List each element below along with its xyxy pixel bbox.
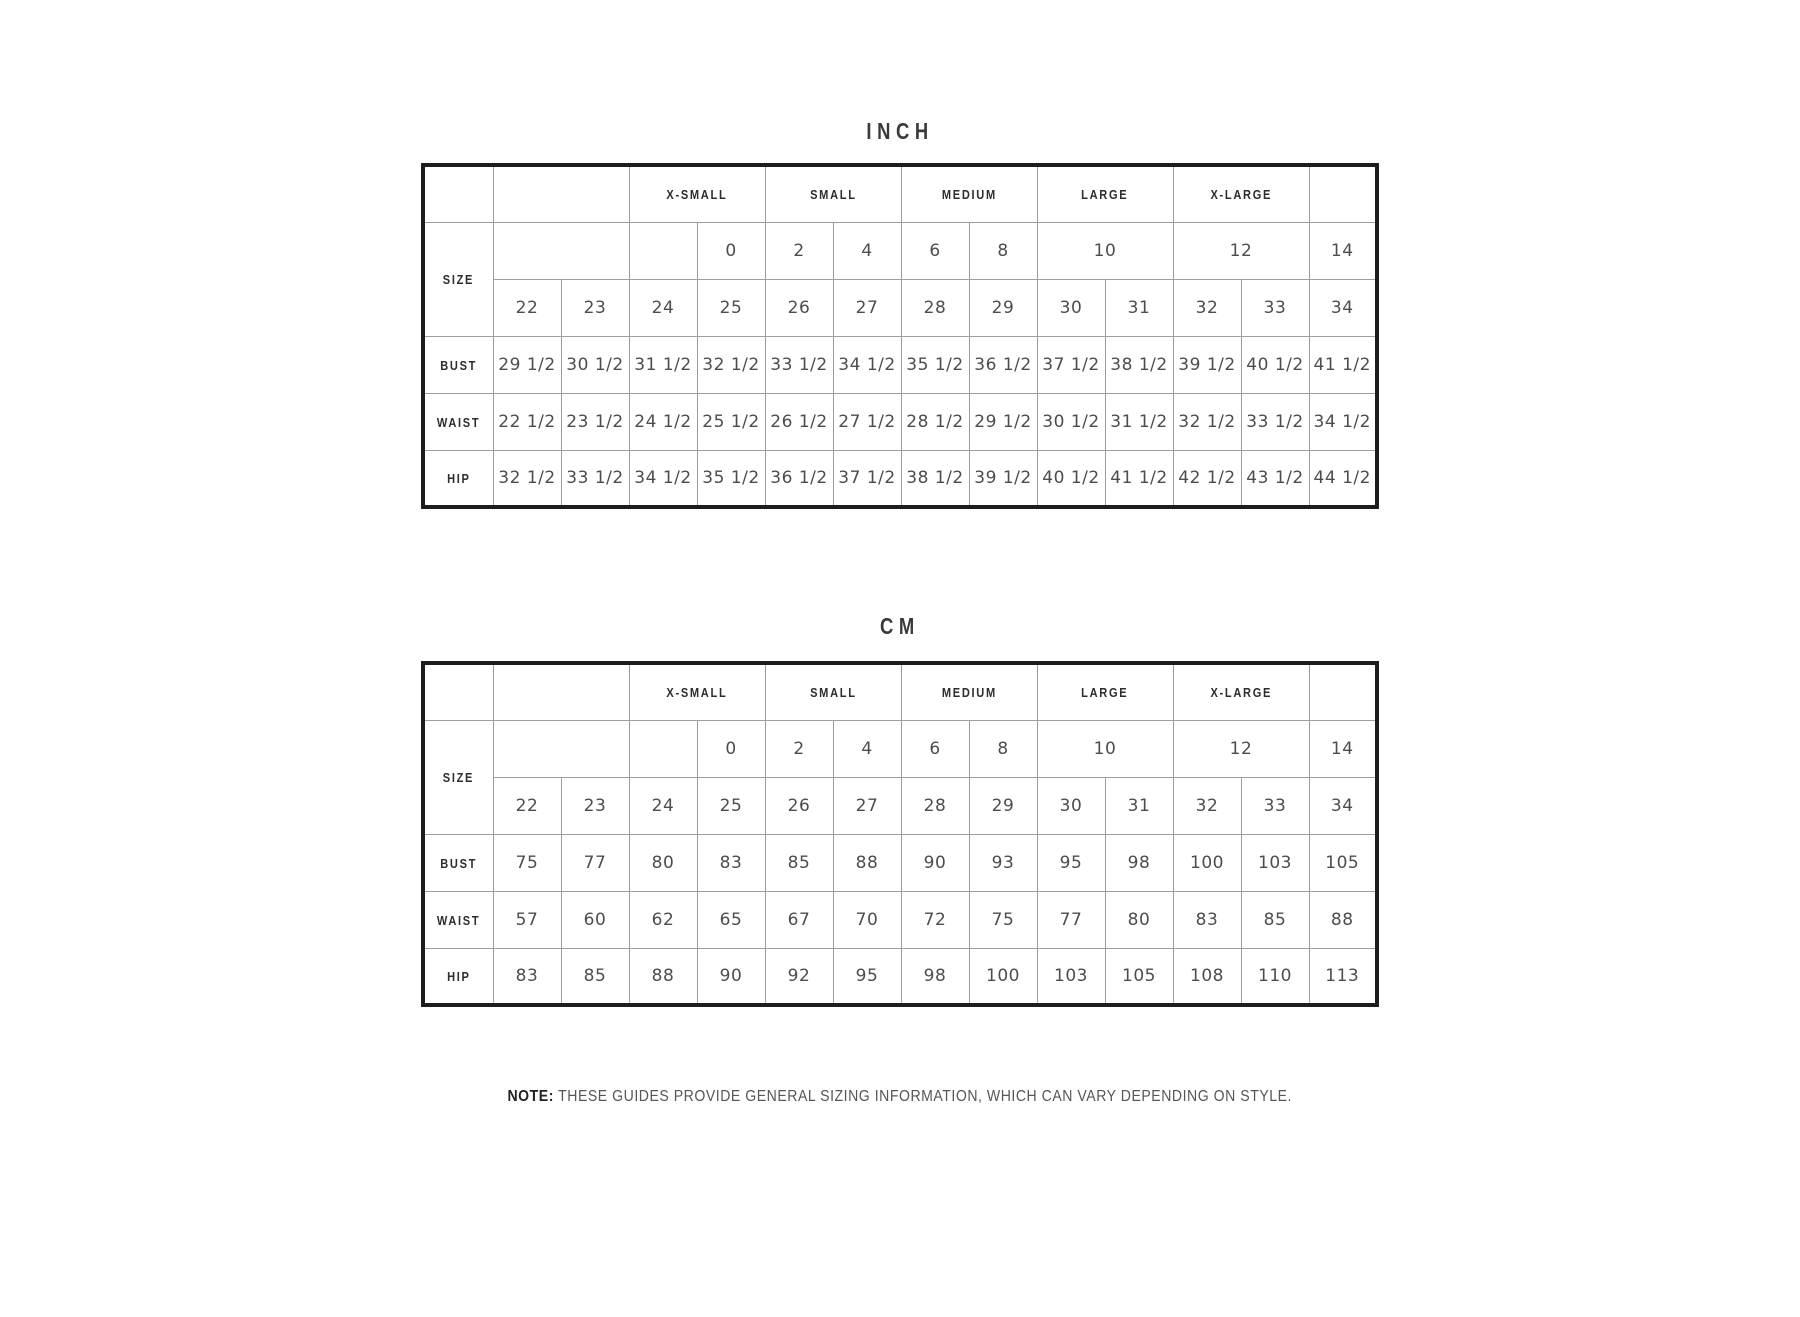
sizing-note-text bbox=[508, 1087, 1292, 1106]
empty-cell bbox=[493, 222, 629, 279]
us-size-cell: 10 bbox=[1037, 720, 1173, 777]
measurement-cell: 41 1/2 bbox=[1105, 450, 1173, 507]
measurement-cell: 33 1/2 bbox=[1241, 393, 1309, 450]
measurement-cell: 60 bbox=[561, 891, 629, 948]
us-size-cell: 4 bbox=[833, 222, 901, 279]
group-cell-medium bbox=[901, 663, 1037, 720]
numeric-size-cell: 29 bbox=[969, 777, 1037, 834]
cm-table-title bbox=[421, 612, 1379, 640]
measurement-cell: 32 1/2 bbox=[493, 450, 561, 507]
measurement-cell: 29 1/2 bbox=[493, 336, 561, 393]
measurement-cell: 32 1/2 bbox=[697, 336, 765, 393]
numeric-size-cell: 26 bbox=[765, 777, 833, 834]
empty-group-cell bbox=[493, 165, 629, 222]
measurement-cell: 38 1/2 bbox=[1105, 336, 1173, 393]
numeric-size-cell: 23 bbox=[561, 279, 629, 336]
empty-group-cell bbox=[1309, 165, 1377, 222]
measurement-cell: 38 1/2 bbox=[901, 450, 969, 507]
measurement-cell: 93 bbox=[969, 834, 1037, 891]
measurement-cell: 75 bbox=[969, 891, 1037, 948]
cm-title-text: CM bbox=[880, 613, 920, 639]
group-cell-medium bbox=[901, 165, 1037, 222]
measurement-cell: 35 1/2 bbox=[901, 336, 969, 393]
measurement-cell: 25 1/2 bbox=[697, 393, 765, 450]
bust-row-label: BUST bbox=[440, 855, 478, 871]
cm-size-table bbox=[421, 661, 1379, 1007]
measurement-cell: 36 1/2 bbox=[765, 450, 833, 507]
numeric-size-cell: 22 bbox=[493, 279, 561, 336]
bust-row-label: BUST bbox=[440, 357, 478, 373]
measurement-cell: 75 bbox=[493, 834, 561, 891]
waist-row-label: WAIST bbox=[436, 912, 481, 928]
numeric-size-cell: 25 bbox=[697, 279, 765, 336]
group-label: SMALL bbox=[809, 187, 857, 203]
group-label: SMALL bbox=[809, 685, 857, 701]
numeric-size-cell: 31 bbox=[1105, 279, 1173, 336]
measurement-cell: 39 1/2 bbox=[1173, 336, 1241, 393]
measurement-cell: 90 bbox=[901, 834, 969, 891]
measurement-cell: 30 1/2 bbox=[1037, 393, 1105, 450]
us-size-cell: 8 bbox=[969, 222, 1037, 279]
measurement-cell: 29 1/2 bbox=[969, 393, 1037, 450]
group-cell-large bbox=[1037, 663, 1173, 720]
measurement-cell: 92 bbox=[765, 948, 833, 1005]
measurement-cell: 33 1/2 bbox=[561, 450, 629, 507]
measurement-cell: 62 bbox=[629, 891, 697, 948]
numeric-size-cell: 33 bbox=[1241, 777, 1309, 834]
group-cell-xsmall bbox=[629, 165, 765, 222]
cm-bust-row bbox=[423, 834, 1377, 891]
measurement-cell: 67 bbox=[765, 891, 833, 948]
inch-size-group-row bbox=[423, 165, 1377, 222]
numeric-size-cell: 32 bbox=[1173, 279, 1241, 336]
size-guide-page bbox=[421, 117, 1379, 1106]
inch-size-table bbox=[421, 163, 1379, 509]
measurement-cell: 95 bbox=[833, 948, 901, 1005]
measurement-cell: 77 bbox=[1037, 891, 1105, 948]
measurement-cell: 37 1/2 bbox=[1037, 336, 1105, 393]
measurement-cell: 100 bbox=[969, 948, 1037, 1005]
row-label-cell bbox=[423, 948, 493, 1005]
empty-cell bbox=[493, 720, 629, 777]
note-prefix: NOTE: bbox=[507, 1088, 555, 1105]
us-size-cell: 12 bbox=[1173, 720, 1309, 777]
measurement-cell: 36 1/2 bbox=[969, 336, 1037, 393]
measurement-cell: 98 bbox=[901, 948, 969, 1005]
numeric-size-cell: 28 bbox=[901, 279, 969, 336]
cm-hip-row bbox=[423, 948, 1377, 1005]
us-size-cell: 2 bbox=[765, 222, 833, 279]
empty-group-cell bbox=[493, 663, 629, 720]
group-label: MEDIUM bbox=[941, 685, 997, 701]
measurement-cell: 108 bbox=[1173, 948, 1241, 1005]
measurement-cell: 83 bbox=[1173, 891, 1241, 948]
us-size-cell: 14 bbox=[1309, 720, 1377, 777]
group-label: X-LARGE bbox=[1210, 685, 1272, 701]
measurement-cell: 34 1/2 bbox=[629, 450, 697, 507]
row-label-cell bbox=[423, 834, 493, 891]
measurement-cell: 22 1/2 bbox=[493, 393, 561, 450]
hip-row-label: HIP bbox=[446, 470, 471, 486]
us-size-cell: 4 bbox=[833, 720, 901, 777]
corner-cell bbox=[423, 165, 493, 222]
row-label-cell bbox=[423, 393, 493, 450]
measurement-cell: 83 bbox=[493, 948, 561, 1005]
measurement-cell: 85 bbox=[765, 834, 833, 891]
size-row-label-cell bbox=[423, 222, 493, 336]
measurement-cell: 39 1/2 bbox=[969, 450, 1037, 507]
measurement-cell: 40 1/2 bbox=[1241, 336, 1309, 393]
inch-numeric-size-row bbox=[423, 279, 1377, 336]
us-size-cell: 14 bbox=[1309, 222, 1377, 279]
empty-group-cell bbox=[1309, 663, 1377, 720]
measurement-cell: 34 1/2 bbox=[1309, 393, 1377, 450]
measurement-cell: 31 1/2 bbox=[629, 336, 697, 393]
numeric-size-cell: 33 bbox=[1241, 279, 1309, 336]
cm-size-group-row bbox=[423, 663, 1377, 720]
us-size-cell: 12 bbox=[1173, 222, 1309, 279]
numeric-size-cell: 27 bbox=[833, 777, 901, 834]
measurement-cell: 43 1/2 bbox=[1241, 450, 1309, 507]
group-label: LARGE bbox=[1081, 685, 1129, 701]
measurement-cell: 83 bbox=[697, 834, 765, 891]
measurement-cell: 113 bbox=[1309, 948, 1377, 1005]
numeric-size-cell: 30 bbox=[1037, 777, 1105, 834]
inch-us-size-row bbox=[423, 222, 1377, 279]
measurement-cell: 85 bbox=[561, 948, 629, 1005]
group-cell-xlarge bbox=[1173, 165, 1309, 222]
measurement-cell: 37 1/2 bbox=[833, 450, 901, 507]
measurement-cell: 80 bbox=[1105, 891, 1173, 948]
cm-numeric-size-row bbox=[423, 777, 1377, 834]
numeric-size-cell: 27 bbox=[833, 279, 901, 336]
measurement-cell: 72 bbox=[901, 891, 969, 948]
measurement-cell: 33 1/2 bbox=[765, 336, 833, 393]
inch-hip-row bbox=[423, 450, 1377, 507]
measurement-cell: 88 bbox=[629, 948, 697, 1005]
measurement-cell: 90 bbox=[697, 948, 765, 1005]
group-label: LARGE bbox=[1081, 187, 1129, 203]
numeric-size-cell: 22 bbox=[493, 777, 561, 834]
inch-table-title bbox=[421, 117, 1379, 145]
measurement-cell: 103 bbox=[1037, 948, 1105, 1005]
group-cell-xlarge bbox=[1173, 663, 1309, 720]
numeric-size-cell: 31 bbox=[1105, 777, 1173, 834]
group-cell-small bbox=[765, 165, 901, 222]
measurement-cell: 80 bbox=[629, 834, 697, 891]
measurement-cell: 32 1/2 bbox=[1173, 393, 1241, 450]
hip-row-label: HIP bbox=[446, 968, 471, 984]
us-size-cell: 0 bbox=[697, 720, 765, 777]
measurement-cell: 103 bbox=[1241, 834, 1309, 891]
note-body: THESE GUIDES PROVIDE GENERAL SIZING INFORMATION, WHICH CAN VARY DEPENDING ON STYLE. bbox=[558, 1088, 1293, 1105]
measurement-cell: 110 bbox=[1241, 948, 1309, 1005]
measurement-cell: 100 bbox=[1173, 834, 1241, 891]
measurement-cell: 105 bbox=[1309, 834, 1377, 891]
cm-waist-row bbox=[423, 891, 1377, 948]
us-size-cell: 6 bbox=[901, 720, 969, 777]
us-size-cell: 0 bbox=[697, 222, 765, 279]
size-row-label: SIZE bbox=[443, 770, 475, 785]
inch-waist-row bbox=[423, 393, 1377, 450]
numeric-size-cell: 25 bbox=[697, 777, 765, 834]
group-label: X-LARGE bbox=[1210, 187, 1272, 203]
measurement-cell: 42 1/2 bbox=[1173, 450, 1241, 507]
group-cell-large bbox=[1037, 165, 1173, 222]
row-label-cell bbox=[423, 450, 493, 507]
measurement-cell: 95 bbox=[1037, 834, 1105, 891]
inch-bust-row bbox=[423, 336, 1377, 393]
numeric-size-cell: 34 bbox=[1309, 279, 1377, 336]
us-size-cell: 8 bbox=[969, 720, 1037, 777]
cm-us-size-row bbox=[423, 720, 1377, 777]
measurement-cell: 30 1/2 bbox=[561, 336, 629, 393]
measurement-cell: 44 1/2 bbox=[1309, 450, 1377, 507]
measurement-cell: 28 1/2 bbox=[901, 393, 969, 450]
group-label: X-SMALL bbox=[666, 685, 728, 701]
measurement-cell: 41 1/2 bbox=[1309, 336, 1377, 393]
size-row-label: SIZE bbox=[443, 272, 475, 287]
measurement-cell: 23 1/2 bbox=[561, 393, 629, 450]
measurement-cell: 98 bbox=[1105, 834, 1173, 891]
numeric-size-cell: 24 bbox=[629, 279, 697, 336]
measurement-cell: 31 1/2 bbox=[1105, 393, 1173, 450]
measurement-cell: 27 1/2 bbox=[833, 393, 901, 450]
measurement-cell: 70 bbox=[833, 891, 901, 948]
measurement-cell: 57 bbox=[493, 891, 561, 948]
measurement-cell: 26 1/2 bbox=[765, 393, 833, 450]
measurement-cell: 88 bbox=[1309, 891, 1377, 948]
sizing-note bbox=[421, 1087, 1379, 1106]
measurement-cell: 105 bbox=[1105, 948, 1173, 1005]
numeric-size-cell: 23 bbox=[561, 777, 629, 834]
group-label: X-SMALL bbox=[666, 187, 728, 203]
us-size-cell: 6 bbox=[901, 222, 969, 279]
corner-cell bbox=[423, 663, 493, 720]
measurement-cell: 85 bbox=[1241, 891, 1309, 948]
us-size-cell: 2 bbox=[765, 720, 833, 777]
size-row-label-cell bbox=[423, 720, 493, 834]
group-cell-small bbox=[765, 663, 901, 720]
row-label-cell bbox=[423, 891, 493, 948]
numeric-size-cell: 28 bbox=[901, 777, 969, 834]
numeric-size-cell: 34 bbox=[1309, 777, 1377, 834]
numeric-size-cell: 26 bbox=[765, 279, 833, 336]
numeric-size-cell: 24 bbox=[629, 777, 697, 834]
numeric-size-cell: 32 bbox=[1173, 777, 1241, 834]
empty-cell bbox=[629, 222, 697, 279]
measurement-cell: 88 bbox=[833, 834, 901, 891]
numeric-size-cell: 30 bbox=[1037, 279, 1105, 336]
waist-row-label: WAIST bbox=[436, 414, 481, 430]
empty-cell bbox=[629, 720, 697, 777]
inch-title-text: INCH bbox=[866, 118, 934, 144]
us-size-cell: 10 bbox=[1037, 222, 1173, 279]
group-label: MEDIUM bbox=[941, 187, 997, 203]
numeric-size-cell: 29 bbox=[969, 279, 1037, 336]
group-cell-xsmall bbox=[629, 663, 765, 720]
measurement-cell: 65 bbox=[697, 891, 765, 948]
measurement-cell: 34 1/2 bbox=[833, 336, 901, 393]
measurement-cell: 40 1/2 bbox=[1037, 450, 1105, 507]
measurement-cell: 77 bbox=[561, 834, 629, 891]
row-label-cell bbox=[423, 336, 493, 393]
measurement-cell: 35 1/2 bbox=[697, 450, 765, 507]
measurement-cell: 24 1/2 bbox=[629, 393, 697, 450]
